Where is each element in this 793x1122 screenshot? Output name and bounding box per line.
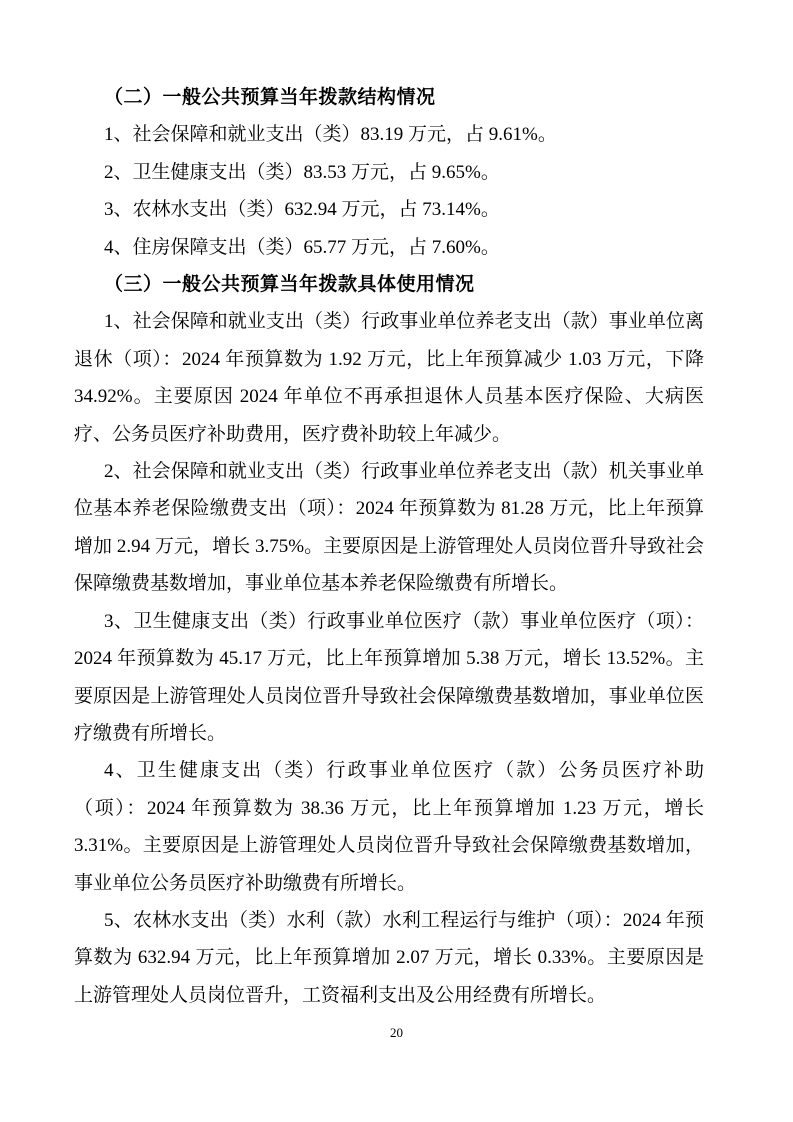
structure-item-4: 4、住房保障支出（类）65.77 万元，占 7.60%。	[104, 236, 500, 258]
section-heading-usage: （三）一般公共预算当年拨款具体使用情况	[104, 274, 475, 296]
page-content	[74, 79, 704, 1014]
structure-item-2: 2、卫生健康支出（类）83.53 万元，占 9.65%。	[104, 161, 500, 183]
structure-item-1: 1、社会保障和就业支出（类）83.19 万元，占 9.61%。	[104, 124, 557, 146]
usage-paragraph-3: 3、卫生健康支出（类）行政事业单位医疗（款）事业单位医疗（项）：2024 年预算数为 45.17 万元，比上年预算增加 5.38 万元，增长 13.52%。主要原因是上游管理处人员岗位晋升导致社会保障缴费基数增加，事业单位医疗缴费有所增长。	[74, 610, 704, 744]
section-heading-structure: （二）一般公共预算当年拨款结构情况	[104, 87, 436, 108]
usage-paragraph-5: 5、农林水支出（类）水利（款）水利工程运行与维护（项）：2024 年预算数为 632.94 万元，比上年预算增加 2.07 万元，增长 0.33%。主要原因是上游管理处人员岗位晋升，工资福利支出及公用经费有所增长。	[74, 909, 704, 1006]
usage-paragraph-2: 2、社会保障和就业支出（类）行政事业单位养老支出（款）机关事业单位基本养老保险缴费支出（项）：2024 年预算数为 81.28 万元，比上年预算增加 2.94 万元，增长 3.75%。主要原因是上游管理处人员岗位晋升导致社会保障缴费基数增加，事业单位基本养老保险缴费有所增长。	[74, 461, 704, 595]
usage-paragraph-4: 4、卫生健康支出（类）行政事业单位医疗（款）公务员医疗补助（项）：2024 年预算数为 38.36 万元，比上年预算增加 1.23 万元，增长 3.31%。主要原因是上游管理处人员岗位晋升导致社会保障缴费基数增加，事业单位公务员医疗补助缴费有所增长。	[74, 760, 704, 894]
structure-item-3: 3、农林水支出（类）632.94 万元，占 73.14%。	[104, 199, 500, 221]
usage-paragraph-1: 1、社会保障和就业支出（类）行政事业单位养老支出（款）事业单位离退休（项）：2024 年预算数为 1.92 万元，比上年预算减少 1.03 万元，下降 34.92%。主要原因 2024 年单位不再承担退休人员基本医疗保险、大病医疗、公务员医疗补助费用，医疗费补助较上年减少。	[74, 311, 704, 445]
page-number: 20	[390, 1025, 403, 1040]
